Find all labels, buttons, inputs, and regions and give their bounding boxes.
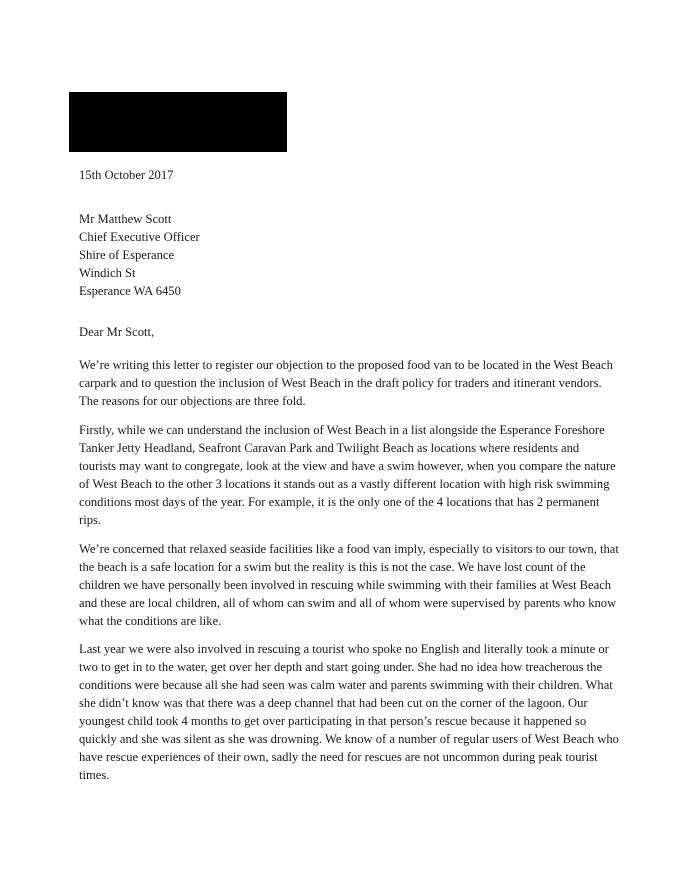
paragraph-objection: We’re writing this letter to register our objection to the proposed food van to be located in the West Beach carpark and to question the inclusion of West Beach in the draft policy for traders and itinerant vendors. The reasons for our objections are three fold. [79, 358, 613, 408]
salutation: Dear Mr Scott, [79, 325, 155, 339]
recipient-title: Chief Executive Officer [79, 230, 200, 244]
paragraph-tourist-rescue: Last year we were also involved in rescuing a tourist who spoke no English and literally took a minute or two to get in to the water, get over her depth and start going under. She had no idea how treacherous the conditions were because all she had seen was calm water and parents swimming with their children. What she didn’t know was that there was a deep channel that had been cut on the corner of the lagoon. Our youngest child took 4 months to get over participating in that person’s rescue because it happened so quickly and she was silent as she was drowning. We know of a number of regular users of West Beach who have rescue experiences of their own, sadly the need for rescues are not uncommon during peak tourist times. [79, 642, 619, 782]
paragraph-locations: Firstly, while we can understand the inclusion of West Beach in a list alongside the Esperance Foreshore Tanker Jetty Headland, Seafront Caravan Park and Twilight Beach as locations where residents and tourists may want to congregate, look at the view and have a swim however, when you compare the nature of West Beach to the other 3 locations it stands out as a vastly different location with high risk swimming conditions most days of the year. For example, it is the only one of the 4 locations that has 2 permanent rips. [79, 423, 616, 527]
paragraph-safety-concern: We’re concerned that relaxed seaside facilities like a food van imply, especially to visitors to our town, that the beach is a safe location for a swim but the reality is this is not the case. We have lost count of the children we have personally been involved in rescuing while swimming with their families at West Beach and these are local children, all of whom can swim and all of whom were supervised by parents who know what the conditions are like. [79, 542, 619, 628]
recipient-organisation: Shire of Esperance [79, 248, 175, 262]
letter-date: 15th October 2017 [79, 168, 174, 182]
recipient-street: Windich St [79, 266, 136, 280]
recipient-locality: Esperance WA 6450 [79, 284, 181, 298]
recipient-name: Mr Matthew Scott [79, 212, 172, 226]
redaction-block [69, 92, 287, 152]
recipient-address [79, 210, 619, 300]
